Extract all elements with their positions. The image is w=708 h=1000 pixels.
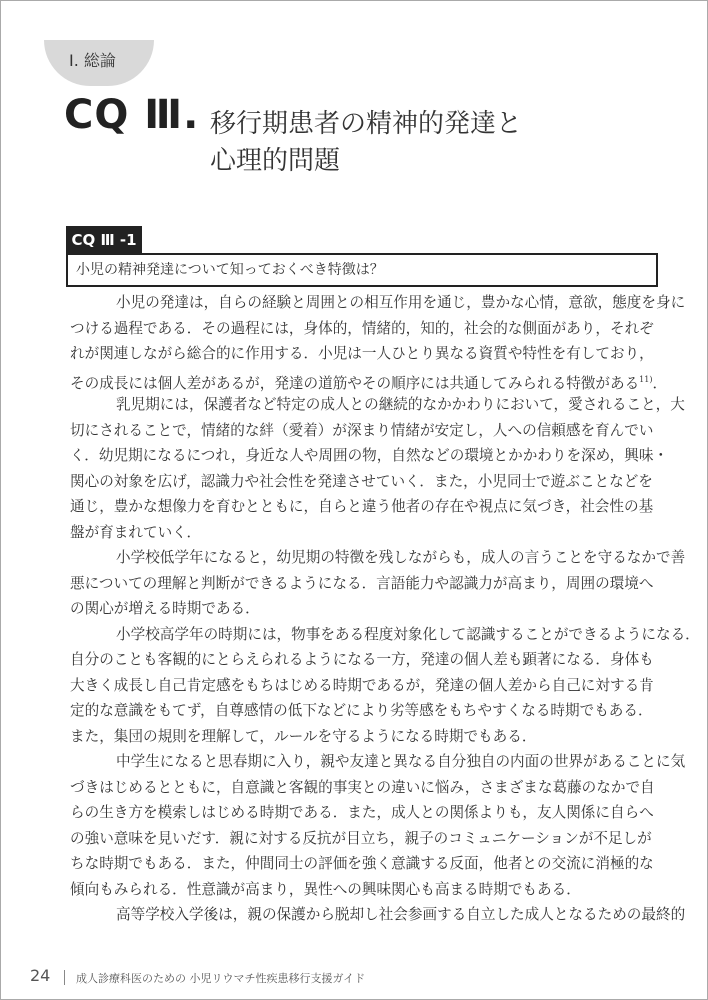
line-text: つける過程である．その過程には，身体的，情緒的，知的，社会的な側面があり，それぞ	[70, 319, 654, 337]
question-box: 小児の精神発達について知っておくべき特徴は？	[66, 253, 658, 287]
text-line	[70, 775, 655, 801]
text-line	[70, 622, 700, 648]
line-text: 通じ，豊かな想像力を育むとともに，自らと違う他者の存在や視点に気づき，社会性の基	[70, 498, 654, 515]
line-text: く．幼児期になるにつれ，身近な人や周囲の物，自然などの環境とかかわりを深め，興味・	[70, 447, 669, 464]
line-text: 小学校高学年の時期には，物事をある程度対象化して認識することができるようになる．	[116, 625, 700, 643]
line-text: その成長には個人差があるが，発達の道筋やその順序には共通してみられる特徴がある	[70, 374, 640, 392]
text-line	[70, 290, 686, 316]
footer-divider	[64, 970, 65, 985]
line-text: ．	[652, 374, 668, 392]
line-text: の関心が増える時期である．	[70, 600, 260, 617]
line-text: 高等学校入学後は，親の保護から脱却し社会参画する自立した成人となるための最終的	[116, 906, 686, 923]
text-line	[70, 367, 668, 393]
line-text: 関心の対象を広げ，認識力や社会性を発達させていく．また，小児同士で遊ぶことなどを	[70, 472, 653, 490]
subsection-label: CQ Ⅲ -1	[66, 226, 142, 254]
cq-title-line: 移行期患者の精神的発達と	[210, 109, 523, 139]
line-text: らの生き方を模索しはじめる時期である．また，成人との関係よりも，友人関係に自らへ	[70, 804, 654, 821]
text-line	[70, 596, 648, 622]
cq-number: CQ Ⅲ.	[64, 92, 200, 138]
paragraph	[70, 622, 700, 750]
page-number: 24	[30, 966, 51, 985]
text-line	[70, 724, 648, 750]
paragraph	[70, 392, 685, 545]
body-text	[70, 290, 700, 928]
reference-marker: 11)	[639, 374, 653, 384]
line-text: ちな時期でもある．また，仲間同士の評価を強く意識する反面，他者との交流に消極的な	[70, 855, 654, 872]
text-line	[70, 494, 654, 520]
line-text: づきはじめるとともに，自意識と客観的事実との違いに悩み，さまざまな葛藤のなかで自	[70, 778, 655, 796]
text-line	[70, 877, 648, 903]
paragraph	[70, 290, 686, 392]
line-text: の強い意味を見いだす．親に対する反抗が目立ち，親子のコミュニケーションが不足しが	[70, 829, 652, 847]
line-text: 大きく成長し自己肯定感をもちはじめる時期であるが，発達の個人差から自己に対する肯	[70, 676, 654, 694]
text-line	[70, 698, 653, 724]
line-text: 傾向もみられる．性意識が高まり，異性への興味関心も高まる時期でもある．	[70, 880, 581, 898]
paragraph	[70, 749, 686, 902]
book-title: 成人診療科医のための 小児リウマチ性疾患移行支援ガイド	[76, 972, 366, 985]
text-line	[70, 749, 686, 775]
text-line	[70, 673, 654, 699]
text-line	[70, 902, 686, 928]
line-text: 小児の発達は，自らの経験と周囲との相互作用を通じ，豊かな心情，意欲，態度を身に	[116, 294, 686, 311]
line-text: れが関連しながら総合的に作用する．小児は一人ひとり異なる資質や特性を有しており，	[70, 345, 654, 362]
cq-title	[210, 106, 522, 180]
text-line	[70, 443, 669, 469]
paragraph	[70, 545, 686, 622]
line-text: 乳児期には，保護者など特定の成人との継続的なかかわりにおいて，愛されること，大	[116, 396, 685, 413]
cq-title-line: 心理的問題	[210, 146, 341, 176]
text-line	[70, 469, 653, 495]
text-line	[70, 341, 654, 367]
line-text: 切にされることで，情緒的な絆（愛着）が深まり情緒が安定し，人への信頼感を育んでい	[70, 421, 654, 439]
line-text: 盤が育まれていく．	[70, 523, 202, 541]
text-line	[70, 571, 654, 597]
text-line	[70, 800, 654, 826]
text-line	[70, 826, 652, 852]
text-line	[70, 418, 654, 444]
line-text: 自分のことも客観的にとらえられるようになる一方，発達の個人差も顕著になる．身体も	[70, 651, 654, 668]
text-line	[70, 316, 654, 342]
text-line	[70, 851, 654, 877]
line-text: 悪についての理解と判断ができるようになる．言語能力や認識力が高まり，周囲の環境へ	[70, 574, 654, 592]
text-line	[70, 392, 685, 418]
text-line	[70, 545, 686, 571]
paragraph	[70, 902, 686, 928]
footer	[0, 966, 708, 990]
line-text: 中学生になると思春期に入り，親や友達と異なる自分独自の内面の世界があることに気	[116, 753, 686, 770]
line-text: 定的な意識をもてず，自尊感情の低下などにより劣等感をもちやすくなる時期でもある．	[70, 702, 653, 719]
text-line	[70, 647, 654, 673]
line-text: 小学校低学年になると，幼児期の特徴を残しながらも，成人の言うことを守るなかで善	[116, 549, 686, 566]
section-label: Ⅰ. 総論	[69, 51, 116, 70]
text-line	[70, 520, 648, 546]
line-text: また，集団の規則を理解して，ルールを守るようになる時期でもある．	[70, 727, 537, 745]
